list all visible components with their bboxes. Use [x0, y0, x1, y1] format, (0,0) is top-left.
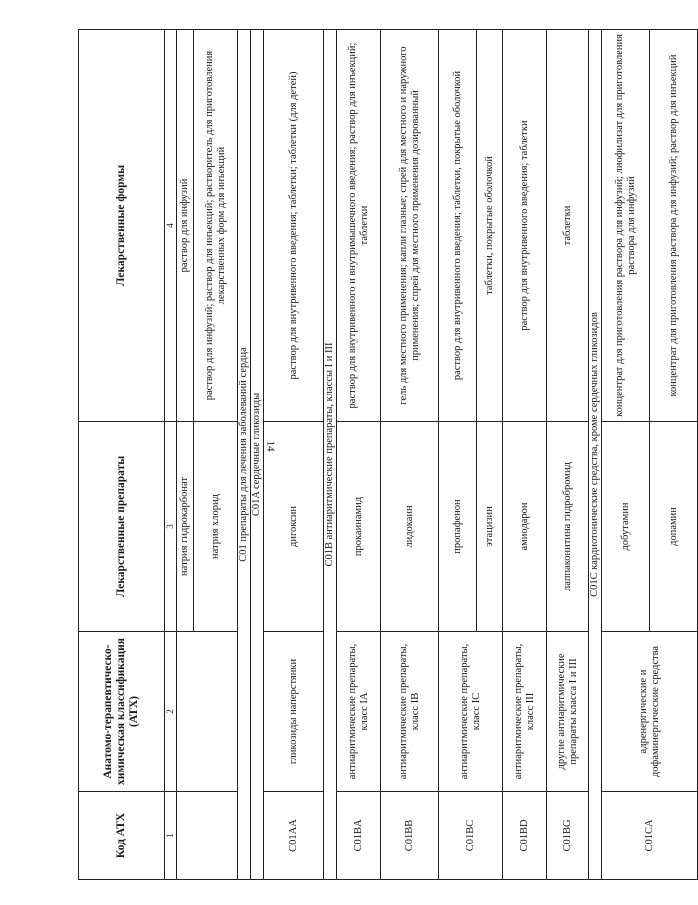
section-row [251, 30, 264, 880]
rotated-page [78, 30, 679, 880]
cell-classification: антиаритмические препараты, класс III [503, 632, 547, 792]
table-row [337, 30, 381, 880]
section-row [238, 30, 251, 880]
cell-forms: раствор для внутривенного и внутримышечного введения; раствор для инъекций; таблетки [337, 30, 381, 422]
cell-classification [177, 632, 238, 792]
cell-classification: другие антиаритмические препараты класса I и III [547, 632, 589, 792]
cell-drug: натрия гидрокарбонат [177, 422, 194, 632]
cell-classification: антиаритмические препараты, класс IB [381, 632, 439, 792]
cell-classification: гликозиды наперстянки [264, 632, 324, 792]
cell-forms: гель для местного применения; капли глазные; спрей для местного и наружного применения; спрей для местного применения дозированный [381, 30, 439, 422]
atx-table [78, 29, 698, 880]
cell-code: C01BC [439, 792, 503, 880]
table-row [602, 30, 650, 880]
header-code: Код АТХ [79, 792, 165, 880]
cell-classification: адренергические и дофаминергические средства [602, 632, 698, 792]
cell-drug: прокаинамид [337, 422, 381, 632]
cell-code [177, 792, 238, 880]
cell-forms: концентрат для приготовления раствора для инфузий; раствор для инъекций [650, 30, 698, 422]
table-row [547, 30, 589, 880]
header-forms: Лекарственные формы [79, 30, 165, 422]
cell-code: C01BG [547, 792, 589, 880]
section-c01c: C01C кардиотонические средства, кроме сердечных гликозидов [589, 30, 602, 880]
table-row [503, 30, 547, 880]
page-number: 14 [264, 440, 277, 452]
cell-drug: дигоксин [264, 422, 324, 632]
column-number: 1 [165, 792, 177, 880]
table-row [439, 30, 477, 880]
section-c01a: C01A сердечные гликозиды [251, 30, 264, 880]
cell-drug: добутамин [602, 422, 650, 632]
cell-code: C01CA [602, 792, 698, 880]
cell-forms: раствор для внутривенного введения; таблетки; таблетки (для детей) [264, 30, 324, 422]
cell-drug: лаппаконитина гидробромид [547, 422, 589, 632]
section-c01: C01 препараты для лечения заболеваний сердца [238, 30, 251, 880]
cell-forms: раствор для внутривенного введения; таблетки, покрытые оболочкой [439, 30, 477, 422]
section-c01b: C01B антиаритмические препараты, классы I и III [324, 30, 337, 880]
table-row [381, 30, 439, 880]
cell-drug: амиодарон [503, 422, 547, 632]
table-row [177, 30, 194, 880]
table-header-row [79, 30, 165, 880]
cell-forms: раствор для инфузий [177, 30, 194, 422]
cell-drug: пропафенон [439, 422, 477, 632]
header-drugs: Лекарственные препараты [79, 422, 165, 632]
cell-forms: концентрат для приготовления раствора для инфузий; лиофилизат для приготовления раствора для инфузий [602, 30, 650, 422]
cell-code: C01BA [337, 792, 381, 880]
cell-forms: раствор для инфузий; раствор для инъекций; растворитель для приготовления лекарственных форм для инъекций [194, 30, 238, 422]
cell-drug: натрия хлорид [194, 422, 238, 632]
cell-forms: таблетки, покрытые оболочкой [477, 30, 503, 422]
header-classification: Анатомо-терапевтическо-химическая классификация (АТХ) [79, 632, 165, 792]
cell-code: C01BD [503, 792, 547, 880]
column-number: 2 [165, 632, 177, 792]
section-row [589, 30, 602, 880]
table-row [264, 30, 324, 880]
cell-code: C01BB [381, 792, 439, 880]
cell-classification: антиаритмические препараты, класс IA [337, 632, 381, 792]
cell-drug: этацизин [477, 422, 503, 632]
cell-classification: антиаритмические препараты, класс IC [439, 632, 503, 792]
cell-drug: лидокаин [381, 422, 439, 632]
cell-forms: раствор для внутривенного введения; таблетки [503, 30, 547, 422]
section-row [324, 30, 337, 880]
cell-drug: допамин [650, 422, 698, 632]
cell-forms: таблетки [547, 30, 589, 422]
cell-code: C01AA [264, 792, 324, 880]
column-number: 3 [165, 422, 177, 632]
column-number-row [165, 30, 177, 880]
column-number: 4 [165, 30, 177, 422]
